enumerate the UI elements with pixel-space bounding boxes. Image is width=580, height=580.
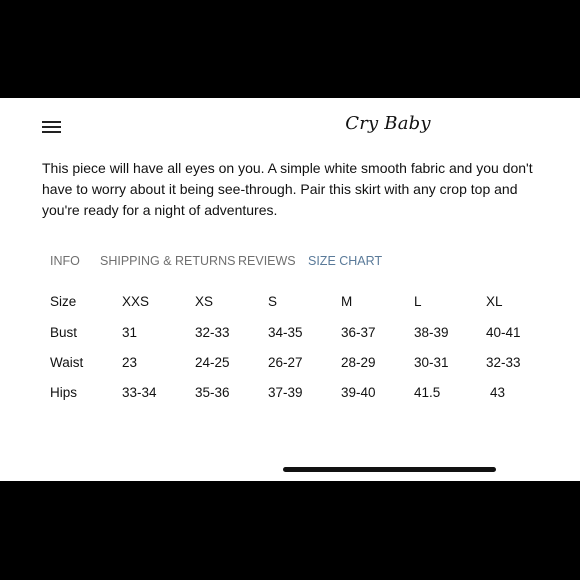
size-header-xl: XL xyxy=(486,294,503,309)
table-cell: 39-40 xyxy=(341,385,376,400)
size-header-xs: XS xyxy=(195,294,214,309)
table-cell: 32-33 xyxy=(486,355,521,370)
table-cell: 37-39 xyxy=(268,385,303,400)
home-indicator-bar[interactable] xyxy=(282,466,498,474)
tab-size-chart[interactable]: SIZE CHART xyxy=(308,254,383,268)
table-cell: 30-31 xyxy=(414,355,449,370)
table-cell: 34-35 xyxy=(268,325,303,340)
top-letterbox xyxy=(0,0,580,98)
row-label-hips: Hips xyxy=(50,385,78,400)
table-cell: 38-39 xyxy=(414,325,449,340)
table-cell: 32-33 xyxy=(195,325,230,340)
table-cell: 43 xyxy=(490,385,506,400)
table-cell: 31 xyxy=(122,325,138,340)
tab-shipping-returns[interactable]: SHIPPING & RETURNS xyxy=(100,254,236,268)
size-header-m: M xyxy=(341,294,353,309)
brand-logo: Cry Baby xyxy=(345,113,431,134)
table-cell: 36-37 xyxy=(341,325,376,340)
row-label-bust: Bust xyxy=(50,325,78,340)
table-cell: 28-29 xyxy=(341,355,376,370)
table-cell: 33-34 xyxy=(122,385,157,400)
size-header-xxs: XXS xyxy=(122,294,150,309)
product-page xyxy=(0,98,580,481)
bottom-letterbox xyxy=(0,481,580,580)
product-description: This piece will have all eyes on you. A simple white smooth fabric and you don't have to worry about it being see-through. Pair this skirt with any crop top and you're ready for a night of adventures. xyxy=(42,160,533,218)
size-header-s: S xyxy=(268,294,278,309)
table-cell: 35-36 xyxy=(195,385,230,400)
table-cell: 40-41 xyxy=(486,325,521,340)
tab-reviews[interactable]: REVIEWS xyxy=(238,254,296,268)
table-cell: 24-25 xyxy=(195,355,230,370)
table-cell: 41.5 xyxy=(414,385,441,400)
tab-info[interactable]: INFO xyxy=(50,254,80,268)
size-header-label: Size xyxy=(50,294,77,309)
table-cell: 23 xyxy=(122,355,138,370)
row-label-waist: Waist xyxy=(50,355,84,370)
table-cell: 26-27 xyxy=(268,355,303,370)
size-header-l: L xyxy=(414,294,422,309)
hamburger-menu-icon[interactable] xyxy=(42,120,61,133)
